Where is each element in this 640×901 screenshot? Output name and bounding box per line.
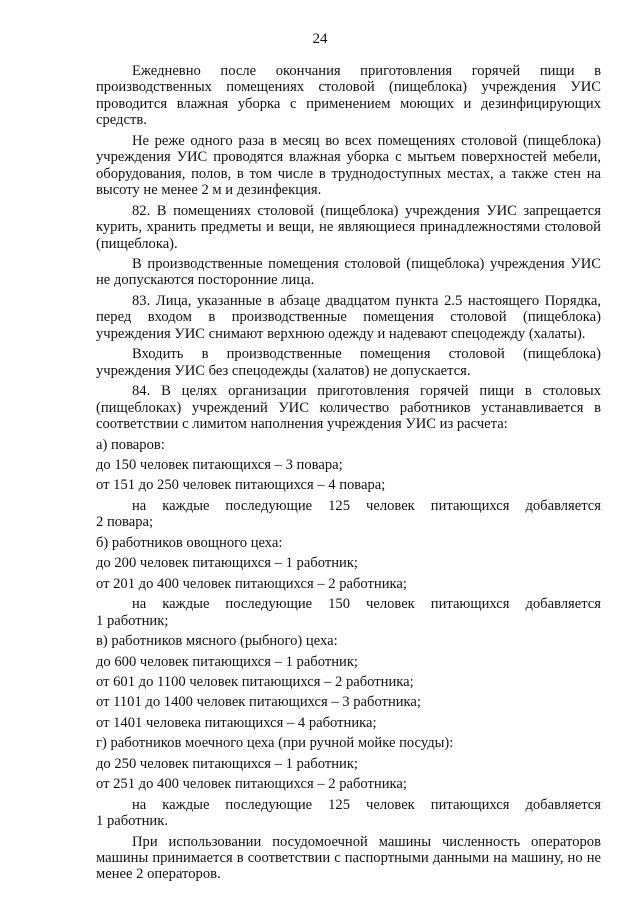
paragraph-dishwasher-operators: При использовании посудомоечной машины численность операторов машины принимается в соответствии с паспортными данными на машину, но не менее 2 операторов. (96, 833, 601, 883)
list-item-first-line: на каждые последующие 125 человек питающихся добавляется (132, 796, 601, 813)
paragraph-item-82: 82. В помещениях столовой (пищеблока) учреждения УИС запрещается курить, хранить предметы и вещи, не являющиеся принадлежностями столовой (пищеблока). (96, 202, 601, 252)
list-item: от 251 до 400 человек питающихся – 2 работника; (96, 776, 407, 793)
list-item-continuation: 1 работник; (96, 612, 169, 629)
list-item: б) работников овощного цеха: (96, 534, 283, 551)
list-item: до 150 человек питающихся – 3 повара; (96, 456, 343, 473)
list-item: в) работников мясного (рыбного) цеха: (96, 633, 338, 650)
list-item-continuation: 1 работник. (96, 813, 168, 830)
paragraph-daily-cleaning: Ежедневно после окончания приготовления горячей пищи в производственных помещениях столовой (пищеблока) учреждения УИС проводится влажная уборка с применением моющих и дезинфицирующих средств. (96, 63, 601, 129)
list-item: а) поваров: (96, 436, 165, 453)
list-item: от 151 до 250 человек питающихся – 4 повара; (96, 477, 386, 494)
list-item: до 200 человек питающихся – 1 работник; (96, 555, 358, 572)
list-item-first-line: на каждые последующие 125 человек питающихся добавляется (132, 497, 601, 514)
paragraph-no-entry-without-uniform: Входить в производственные помещения столовой (пищеблока) учреждения УИС без спецодежды (халатов) не допускается. (96, 346, 601, 379)
list-item: от 601 до 1100 человек питающихся – 2 работника; (96, 673, 414, 690)
list-item-first-line: на каждые последующие 150 человек питающихся добавляется (132, 596, 601, 613)
paragraph-no-outsiders: В производственные помещения столовой (пищеблока) учреждения УИС не допускаются посторонние лица. (96, 255, 601, 289)
list-item: от 1401 человека питающихся – 4 работника; (96, 714, 377, 731)
list-item-continuation: 2 повара; (96, 514, 154, 531)
paragraph-monthly-cleaning: Не реже одного раза в месяц во всех помещениях столовой (пищеблока) учреждения УИС проводятся влажная уборка с мытьем поверхностей мебели, оборудования, полов, в том числе в труднодоступных местах, а также стен на высоту не менее 2 м и дезинфекция. (96, 132, 601, 199)
paragraph-item-83: 83. Лица, указанные в абзаце двадцатом пункта 2.5 настоящего Порядка, перед входом в производственные помещения столовой (пищеблока) учреждения УИС снимают верхнюю одежду и надевают спецодежду (халаты). (96, 292, 601, 342)
list-item: от 201 до 400 человек питающихся – 2 работника; (96, 575, 407, 592)
paragraph-item-84: 84. В целях организации приготовления горячей пищи в столовых (пищеблоках) учреждений УИС количество работников устанавливается в соответствии с лимитом наполнения учреждения УИС из расчета: (96, 383, 601, 433)
list-item: до 600 человек питающихся – 1 работник; (96, 653, 358, 670)
document-body (96, 63, 601, 883)
list-item: до 250 человек питающихся – 1 работник; (96, 755, 358, 772)
page-number: 24 (312, 31, 328, 47)
list-item: г) работников моечного цеха (при ручной мойке посуды): (96, 735, 454, 752)
list-item: от 1101 до 1400 человек питающихся – 3 работника; (96, 694, 421, 711)
